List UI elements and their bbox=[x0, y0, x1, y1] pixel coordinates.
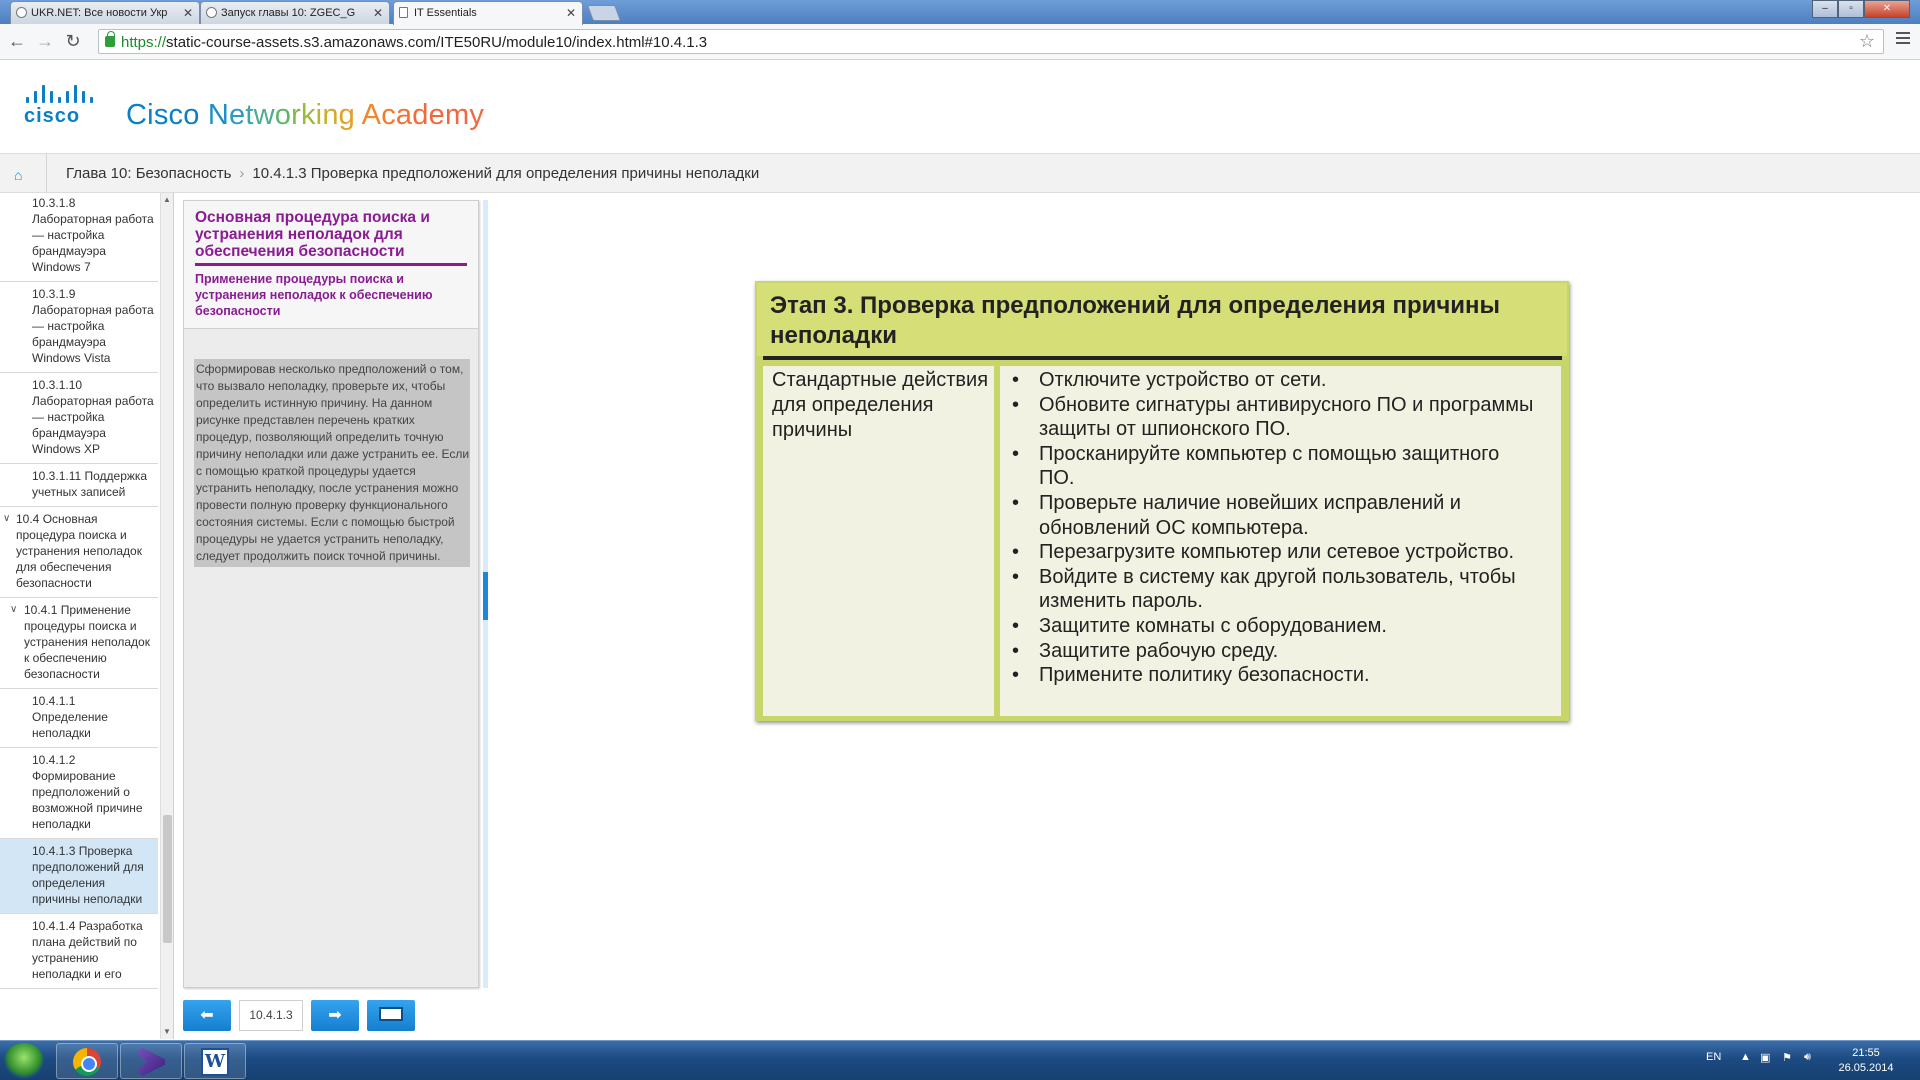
list-item: • Отключите устройство от сети. bbox=[1000, 368, 1540, 393]
section-title: Основная процедура поиска и устранения неполадок для обеспечения безопасности bbox=[195, 209, 467, 266]
page-header bbox=[0, 61, 1920, 153]
close-window-button[interactable]: ✕ bbox=[1864, 0, 1910, 18]
maximize-button[interactable]: ▫ bbox=[1838, 0, 1864, 18]
url-scheme: https:// bbox=[121, 34, 167, 51]
bookmark-star-icon[interactable]: ☆ bbox=[1858, 31, 1875, 51]
clock[interactable] bbox=[1838, 1046, 1894, 1076]
visual-studio-icon bbox=[137, 1048, 165, 1076]
url-input[interactable] bbox=[98, 29, 1884, 54]
next-page-button[interactable] bbox=[311, 1000, 359, 1031]
back-button[interactable]: ← bbox=[8, 31, 26, 51]
card-right-cell bbox=[1000, 366, 1561, 716]
arrow-left-icon: ⬅ bbox=[200, 1007, 214, 1024]
card-left-label: Стандартные действия для определения причины bbox=[772, 369, 989, 441]
section-subtitle: Применение процедуры поиска и устранения неполадок к обеспечению безопасности bbox=[195, 272, 433, 318]
cisco-wordmark: cisco bbox=[24, 105, 81, 127]
close-icon[interactable]: ✕ bbox=[565, 6, 576, 20]
list-item: • Примените политику безопасности. bbox=[1000, 663, 1540, 688]
sidebar-item[interactable]: 10.4.1.2 Формирование предположений о возможной причине неполадки bbox=[0, 748, 158, 839]
cisco-logo[interactable] bbox=[24, 83, 106, 128]
start-button[interactable] bbox=[4, 1043, 44, 1079]
new-tab-button[interactable] bbox=[587, 5, 621, 21]
url-path: static-course-assets.s3.amazonaws.com/ITE50RU/module10/index.html#10.4.1.3 bbox=[166, 34, 708, 51]
document-icon bbox=[399, 7, 408, 18]
browser-menu-icon[interactable] bbox=[1896, 32, 1910, 47]
lock-icon bbox=[105, 36, 115, 47]
sidebar-item[interactable]: 10.3.1.11 Поддержка учетных записей bbox=[0, 464, 158, 507]
globe-icon bbox=[16, 7, 27, 18]
screen-icon bbox=[379, 1007, 403, 1021]
card-title: Этап 3. Проверка предположений для определения причины неполадки bbox=[770, 292, 1501, 349]
fullscreen-button[interactable] bbox=[367, 1000, 415, 1031]
taskbar-chrome[interactable] bbox=[56, 1043, 118, 1079]
sidebar-item[interactable]: 10.3.1.9 Лабораторная работа — настройка брандмауэра Windows Vista bbox=[0, 282, 158, 373]
network-icon[interactable]: ▣ bbox=[1760, 1052, 1771, 1064]
reload-button[interactable]: ↻ bbox=[65, 31, 81, 51]
address-bar bbox=[0, 24, 1920, 60]
course-sidebar bbox=[0, 193, 174, 1039]
list-item: • Просканируйте компьютер с помощью защитного ПО. bbox=[1000, 442, 1540, 491]
browser-tab[interactable] bbox=[10, 1, 200, 24]
brand-title: Cisco Networking Academy bbox=[126, 99, 485, 131]
scroll-up-icon[interactable]: ▲ bbox=[163, 195, 171, 204]
divider bbox=[763, 356, 1562, 360]
scrollbar-thumb[interactable] bbox=[483, 572, 488, 620]
chevron-down-icon[interactable]: ∨ bbox=[10, 604, 18, 615]
sidebar-section-label: 10.4 Основная процедура поиска и устранения неполадок для обеспечения безопасности bbox=[16, 512, 142, 590]
chevron-down-icon[interactable]: ∨ bbox=[3, 513, 11, 524]
card-header bbox=[757, 283, 1567, 356]
sidebar-subsection-label: 10.4.1 Применение процедуры поиска и устранения неполадок к обеспечению безопасности bbox=[24, 603, 150, 681]
url-text bbox=[121, 34, 707, 51]
breadcrumb bbox=[0, 153, 1920, 193]
browser-tab-active[interactable] bbox=[393, 1, 583, 25]
scrollbar-thumb[interactable] bbox=[163, 815, 172, 943]
clock-date: 26.05.2014 bbox=[1838, 1062, 1894, 1074]
tab-title: UKR.NET: Все новости Укр bbox=[31, 7, 168, 19]
sidebar-item[interactable]: 10.3.1.10 Лабораторная работа — настройка брандмауэра Windows XP bbox=[0, 373, 158, 464]
taskbar-visual-studio[interactable] bbox=[120, 1043, 182, 1079]
list-item: • Войдите в систему как другой пользователь, чтобы изменить пароль. bbox=[1000, 565, 1540, 614]
sidebar-scrollbar[interactable] bbox=[160, 193, 173, 1039]
browser-tab-bar bbox=[0, 0, 1920, 24]
divider bbox=[46, 154, 47, 192]
home-icon[interactable]: ⌂ bbox=[14, 167, 23, 183]
list-item: • Обновите сигнатуры антивирусного ПО и программы защиты от шпионского ПО. bbox=[1000, 393, 1540, 442]
sidebar-item[interactable]: 10.4.1.4 Разработка плана действий по устранению неполадки и его bbox=[0, 914, 158, 989]
minimize-button[interactable]: – bbox=[1812, 0, 1838, 18]
previous-page-button[interactable] bbox=[183, 1000, 231, 1031]
breadcrumb-page: 10.4.1.3 Проверка предположений для определения причины неполадки bbox=[252, 165, 760, 182]
word-icon: W bbox=[201, 1048, 229, 1076]
scroll-down-icon[interactable]: ▼ bbox=[163, 1027, 171, 1036]
clock-time: 21:55 bbox=[1852, 1047, 1880, 1059]
text-panel-header bbox=[184, 201, 478, 329]
close-icon[interactable]: ✕ bbox=[182, 6, 193, 20]
taskbar-word[interactable] bbox=[184, 1043, 246, 1079]
sidebar-section[interactable] bbox=[0, 507, 158, 598]
close-icon[interactable]: ✕ bbox=[372, 6, 383, 20]
windows-taskbar bbox=[0, 1040, 1920, 1080]
action-list bbox=[1000, 368, 1540, 688]
browser-tab[interactable] bbox=[200, 1, 390, 24]
arrow-right-icon: ➡ bbox=[328, 1007, 342, 1024]
breadcrumb-trail bbox=[66, 165, 759, 182]
sidebar-item[interactable]: 10.3.1.8 Лабораторная работа — настройка брандмауэра Windows 7 bbox=[0, 193, 158, 282]
nav-list bbox=[0, 193, 158, 989]
forward-button[interactable]: → bbox=[36, 31, 54, 51]
chevron-right-icon: › bbox=[239, 165, 245, 182]
flag-icon[interactable]: ⚑ bbox=[1782, 1052, 1792, 1064]
chrome-icon bbox=[73, 1048, 101, 1076]
cisco-bars-icon bbox=[24, 83, 106, 103]
list-item: • Перезагрузите компьютер или сетевое устройство. bbox=[1000, 540, 1540, 565]
tab-title: Запуск главы 10: ZGEC_G bbox=[221, 7, 356, 19]
section-body-text: Сформировав несколько предположений о том, что вызвало неполадку, проверьте их, чтобы определить истинную причину. На данном рисунке представлен перечень кратких процедур, позволяющий определить точную причину неполадки или даже устранить ее. Если с помощью краткой процедуры удается устранить неполадку, после устранения можно провести полную проверку функционального состояния системы. Если с помощью быстрой процедуры не удается устранить неполадку, следует продолжить поиск точной причины. bbox=[194, 359, 470, 567]
page-number: 10.4.1.3 bbox=[239, 1000, 303, 1031]
sidebar-subsection[interactable] bbox=[0, 598, 158, 689]
breadcrumb-chapter[interactable]: Глава 10: Безопасность bbox=[66, 165, 232, 182]
sidebar-item-current[interactable]: 10.4.1.3 Проверка предположений для определения причины неполадки bbox=[0, 839, 158, 914]
list-item: • Защитите рабочую среду. bbox=[1000, 639, 1540, 664]
language-indicator[interactable]: EN bbox=[1706, 1051, 1722, 1063]
list-item: • Защитите комнаты с оборудованием. bbox=[1000, 614, 1540, 639]
show-hidden-icons-icon[interactable]: ▲ bbox=[1740, 1051, 1751, 1063]
content-card bbox=[755, 281, 1569, 721]
volume-icon[interactable]: 🔊︎ bbox=[1804, 1051, 1811, 1063]
tab-title: IT Essentials bbox=[414, 7, 477, 19]
card-left-cell bbox=[763, 366, 994, 716]
list-item: • Проверьте наличие новейших исправлений и обновлений ОС компьютера. bbox=[1000, 491, 1540, 540]
sidebar-item[interactable]: 10.4.1.1 Определение неполадки bbox=[0, 689, 158, 748]
text-panel bbox=[183, 200, 479, 988]
globe-icon bbox=[206, 7, 217, 18]
